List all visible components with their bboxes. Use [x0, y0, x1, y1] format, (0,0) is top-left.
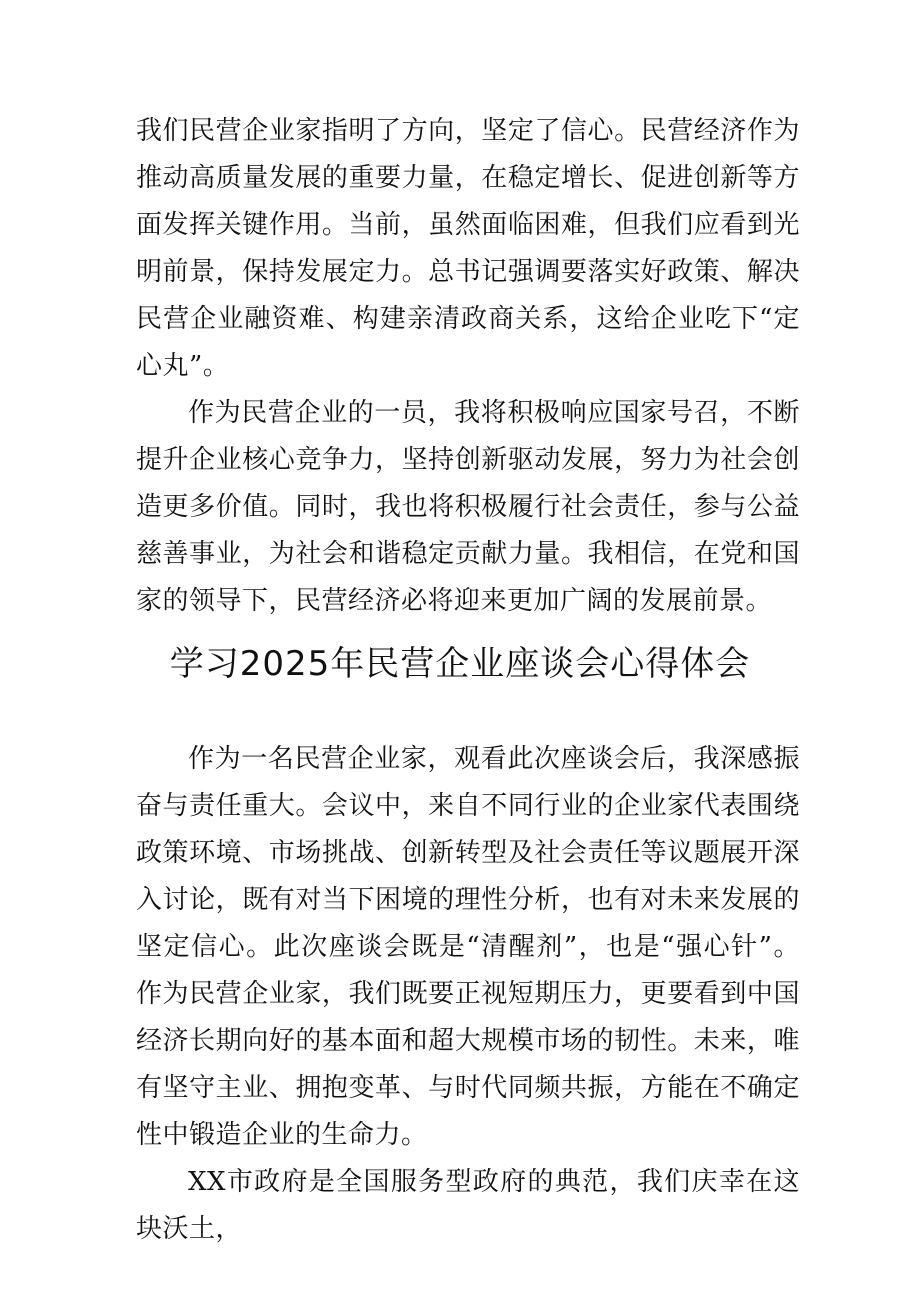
paragraph-section-1: 作为一名民营企业家，观看此次座谈会后，我深感振奋与责任重大。会议中，来自不同行业的企业家代表围绕政策环境、市场挑战、创新转型及社会责任等议题展开深入讨论，既有对当下困境的理性分析，也有对未来发展的坚定信心。此次座谈会既是“清醒剂”，也是“强心针”。作为民营企业家，我们既要正视短期压力，更要看到中国经济长期向好的基本面和超大规模市场的韧性。未来，唯有坚守主业、拥抱变革、与时代同频共振，方能在不确定性中锻造企业的生命力。: [136, 744, 800, 1150]
paragraph-continuation-1: 我们民营企业家指明了方向，坚定了信心。民营经济作为推动高质量发展的重要力量，在稳定增长、促进创新等方面发挥关键作用。当前，虽然面临困难，但我们应看到光明前景，保持发展定力。总书记强调要落实好政策、解决民营企业融资难、构建亲清政商关系，这给企业吃下“定心丸”。: [136, 116, 800, 381]
section-text-block: [136, 736, 800, 1253]
section-title: 学习2025年民营企业座谈会心得体会: [169, 644, 751, 684]
paragraph-continuation-2: 作为民营企业的一员，我将积极响应国家号召，不断提升企业核心竞争力，坚持创新驱动发展，努力为社会创造更多价值。同时，我也将积极履行社会责任，参与公益慈善事业，为社会和谐稳定贡献力量。我相信，在党和国家的领导下，民营经济必将迎来更加广阔的发展前景。: [136, 398, 800, 616]
paragraph-section-2: XX市政府是全国服务型政府的典范，我们庆幸在这块沃土，: [136, 1167, 800, 1244]
continued-text-block: [136, 108, 800, 625]
